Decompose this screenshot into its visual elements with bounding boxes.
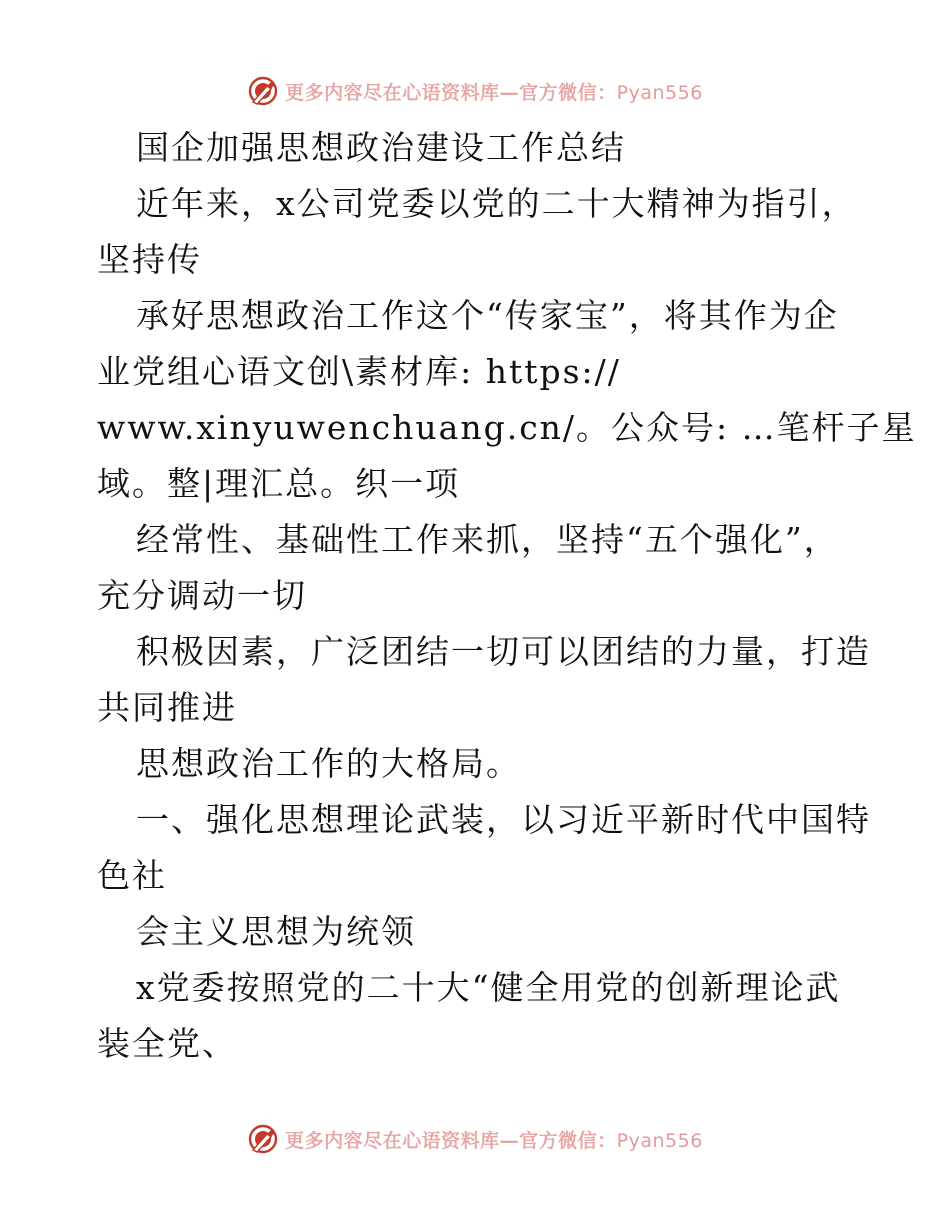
text-line: 近年来，x公司党委以党的二十大精神为指引， xyxy=(136,184,857,223)
pen-emblem-icon xyxy=(247,1123,279,1155)
document-title: 国企加强思想政治建设工作总结 xyxy=(136,128,626,167)
text-line: 共同推进 xyxy=(97,688,237,727)
text-line: 装全党、 xyxy=(97,1024,237,1063)
text-line: 色社 xyxy=(97,856,167,895)
watermark-account: Pyan556 xyxy=(616,81,703,104)
text-line: 业党组心语文创\素材库: https:// xyxy=(97,352,621,391)
text-line: x党委按照党的二十大“健全用党的创新理论武 xyxy=(136,968,841,1007)
text-line: 域。整|理汇总。织一项 xyxy=(97,464,461,503)
watermark-text: 更多内容尽在心语资料库—官方微信：Pyan556 xyxy=(285,81,703,104)
document-body xyxy=(97,120,917,1072)
text-line: 一、强化思想理论武装，以习近平新时代中国特 xyxy=(136,800,871,839)
text-line: www.xinyuwenchuang.cn/。公众号: …笔杆子星 xyxy=(97,408,917,447)
text-line: 思想政治工作的大格局。 xyxy=(136,744,521,783)
text-line: 充分调动一切 xyxy=(97,576,307,615)
text-line: 经常性、基础性工作来抓，坚持“五个强化”， xyxy=(136,520,839,559)
footer-watermark xyxy=(0,1119,950,1159)
text-line: 积极因素，广泛团结一切可以团结的力量，打造 xyxy=(136,632,871,671)
text-line: 会主义思想为统领 xyxy=(136,912,416,951)
watermark-account: Pyan556 xyxy=(616,1129,703,1152)
watermark-text: 更多内容尽在心语资料库—官方微信：Pyan556 xyxy=(285,1129,703,1152)
header-watermark xyxy=(0,71,950,111)
text-line: 承好思想政治工作这个“传家宝”，将其作为企 xyxy=(136,296,839,335)
pen-emblem-icon xyxy=(247,75,279,107)
text-line: 坚持传 xyxy=(97,240,202,279)
